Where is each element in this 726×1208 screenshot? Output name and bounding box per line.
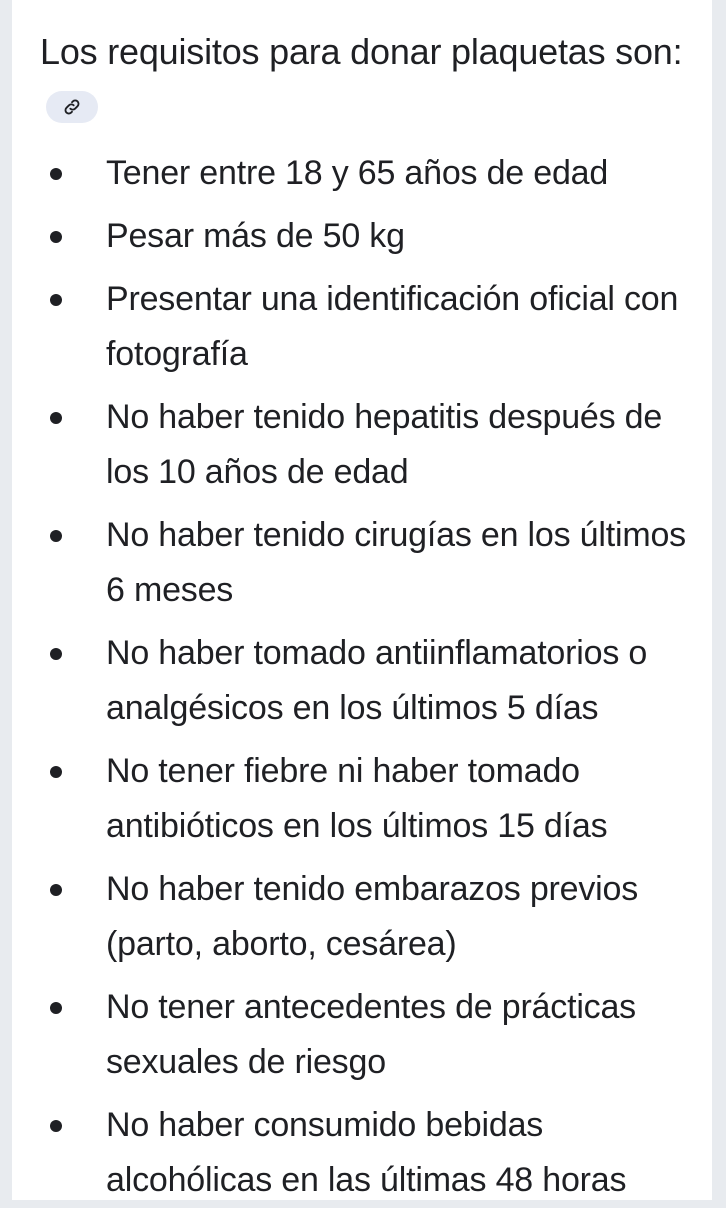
bullet-point <box>50 648 62 660</box>
bullet-point <box>50 231 62 243</box>
link-icon <box>62 97 82 117</box>
heading-text: Los requisitos para donar plaquetas son: <box>40 31 683 72</box>
requirement-text: No haber tomado antiinflamatorios o analgésicos en los últimos 5 días <box>106 634 648 727</box>
list-item <box>40 508 698 618</box>
list-item <box>40 744 698 854</box>
bullet-point <box>50 1002 62 1014</box>
requirement-text: No haber consumido bebidas alcohólicas en las últimas 48 horas <box>106 1106 627 1199</box>
requirement-text: No haber tenido hepatitis después de los 10 años de edad <box>106 398 663 491</box>
requirement-text: No haber tenido cirugías en los últimos 6 meses <box>106 516 686 609</box>
bullet-point <box>50 168 62 180</box>
bullet-point <box>50 530 62 542</box>
list-item <box>40 862 698 972</box>
source-link-button[interactable] <box>46 91 98 123</box>
requirement-text: No tener antecedentes de prácticas sexuales de riesgo <box>106 988 636 1081</box>
response-card <box>12 0 712 1200</box>
requirements-list <box>40 146 698 1208</box>
requirement-text: Pesar más de 50 kg <box>106 217 405 255</box>
requirement-text: No tener fiebre ni haber tomado antibióticos en los últimos 15 días <box>106 752 608 845</box>
list-item <box>40 390 698 500</box>
list-item <box>40 272 698 382</box>
requirement-text: No haber tenido embarazos previos (parto, aborto, cesárea) <box>106 870 639 963</box>
bullet-point <box>50 766 62 778</box>
bullet-point <box>50 1120 62 1132</box>
list-item <box>40 146 698 201</box>
response-heading <box>40 24 698 136</box>
bullet-point <box>50 884 62 896</box>
requirement-text: Presentar una identificación oficial con fotografía <box>106 280 679 373</box>
requirement-text: Tener entre 18 y 65 años de edad <box>106 154 609 192</box>
bullet-point <box>50 412 62 424</box>
list-item <box>40 626 698 736</box>
bullet-point <box>50 294 62 306</box>
list-item <box>40 209 698 264</box>
list-item <box>40 1098 698 1208</box>
list-item <box>40 980 698 1090</box>
